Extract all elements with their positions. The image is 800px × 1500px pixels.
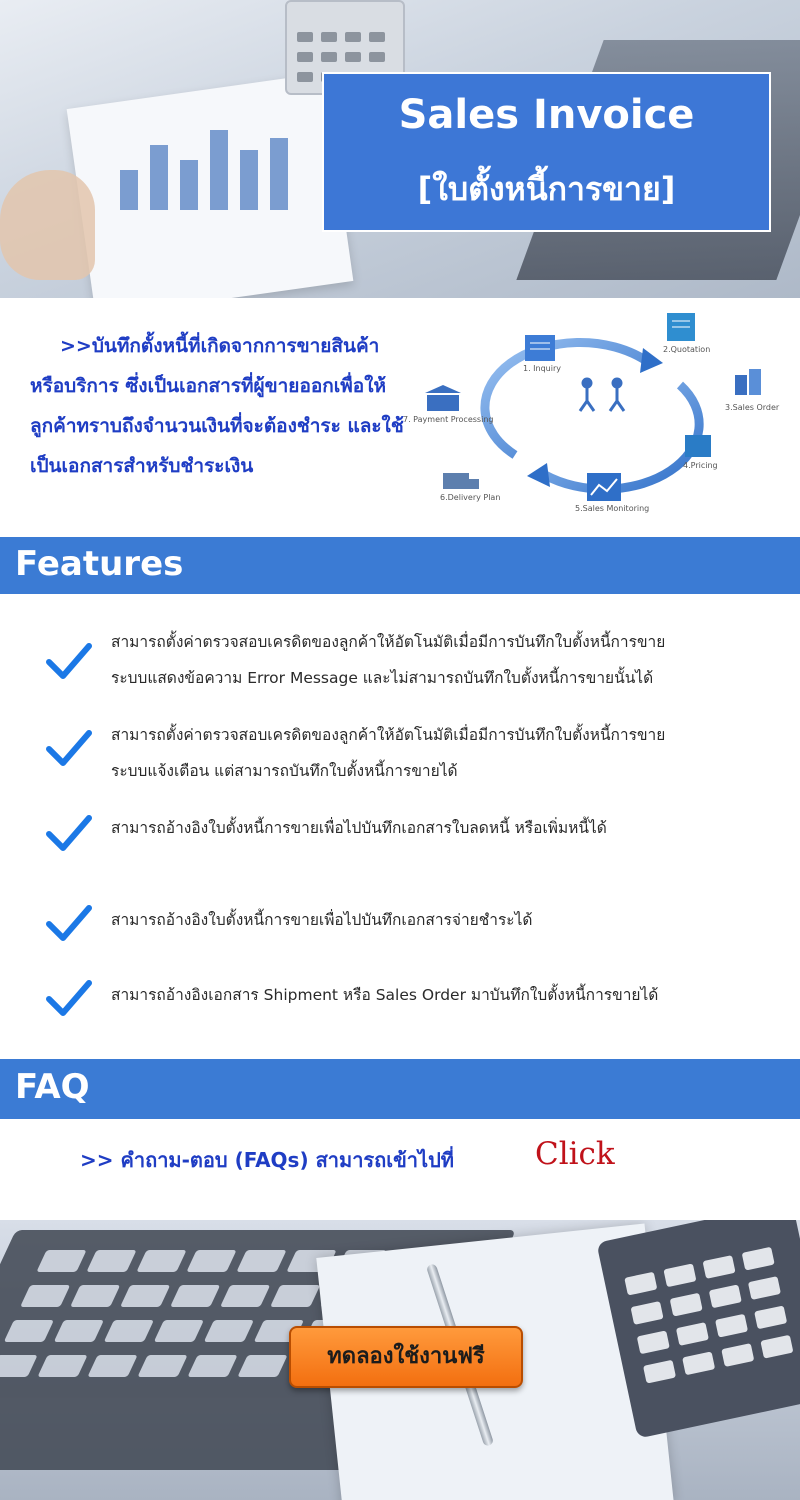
checkmark-icon (46, 642, 92, 682)
cycle-step-label: 7. Payment Processing (403, 415, 494, 424)
free-trial-button[interactable]: ทดลองใช้งานฟรี (289, 1326, 523, 1388)
checkmark-icon (46, 904, 92, 944)
footer-banner (0, 1220, 800, 1500)
hero-banner (0, 0, 800, 298)
checkmark-icon (46, 979, 92, 1019)
cycle-step-label: 3.Sales Order (725, 403, 780, 412)
cycle-step-label: 5.Sales Monitoring (575, 504, 650, 513)
monitoring-icon (587, 473, 621, 501)
intro-description: >>บันทึกตั้งหนี้ที่เกิดจากการขายสินค้าหรือบริการ ซึ่งเป็นเอกสารที่ผู้ขายออกเพื่อให้ลูกค้าทราบถึงจำนวนเงินที่จะต้องชำระ และใช้เป็นเอกสารสำหรับชำระเงิน (30, 335, 404, 477)
feature-text-line: ระบบแจ้งเตือน แต่สามารถบันทึกใบตั้งหนี้การขายได้ (111, 762, 458, 780)
payment-icon (425, 385, 461, 411)
cycle-step-label: 2.Quotation (663, 345, 711, 354)
feature-text-line: ระบบแสดงข้อความ Error Message และไม่สามารถบันทึกใบตั้งหนี้การขายนั้นได้ (111, 669, 654, 687)
quotation-icon (667, 313, 695, 341)
feature-text-line: สามารถอ้างอิงเอกสาร Shipment หรือ Sales Order มาบันทึกใบตั้งหนี้การขายได้ (111, 986, 659, 1004)
bar-chart-image (110, 120, 310, 210)
inquiry-icon (525, 335, 555, 361)
cycle-step-label: 6.Delivery Plan (440, 493, 501, 502)
title-box (322, 72, 771, 232)
hand-image (0, 170, 95, 280)
sales-order-icon (735, 369, 761, 395)
faq-click-link[interactable]: Click (535, 1136, 615, 1172)
delivery-icon (443, 473, 479, 489)
checkmark-icon (46, 814, 92, 854)
page-title: Sales Invoice (398, 92, 695, 138)
feature-text-line: สามารถตั้งค่าตรวจสอบเครดิตของลูกค้าให้อัตโนมัติเมื่อมีการบันทึกใบตั้งหนี้การขาย (111, 726, 666, 744)
checkmark-icon (46, 729, 92, 769)
features-header (0, 537, 800, 594)
page-subtitle: [ใบตั้งหนี้การขาย] (417, 170, 676, 208)
faq-prefix-text: >> คำถาม-ตอบ (FAQs) สามารถเข้าไปที่ (80, 1148, 454, 1172)
cycle-center-label: Customer and Sales (570, 418, 660, 427)
cycle-step-label: 1. Inquiry (523, 364, 561, 373)
features-heading: Features (15, 544, 184, 584)
cycle-arrows (395, 305, 800, 520)
pricing-icon (685, 435, 711, 457)
feature-text-line: สามารถอ้างอิงใบตั้งหนี้การขายเพื่อไปบันทึกเอกสารจ่ายชำระได้ (111, 911, 533, 929)
people-icon (580, 379, 624, 411)
feature-text-line: สามารถตั้งค่าตรวจสอบเครดิตของลูกค้าให้อัตโนมัติเมื่อมีการบันทึกใบตั้งหนี้การขาย (111, 633, 666, 651)
faq-header (0, 1059, 800, 1119)
cycle-step-label: 4.Pricing (683, 461, 718, 470)
faq-heading: FAQ (15, 1067, 90, 1107)
sales-cycle-diagram (395, 305, 800, 520)
feature-text-line: สามารถอ้างอิงใบตั้งหนี้การขายเพื่อไปบันทึกเอกสารใบลดหนี้ หรือเพิ่มหนี้ได้ (111, 819, 607, 837)
